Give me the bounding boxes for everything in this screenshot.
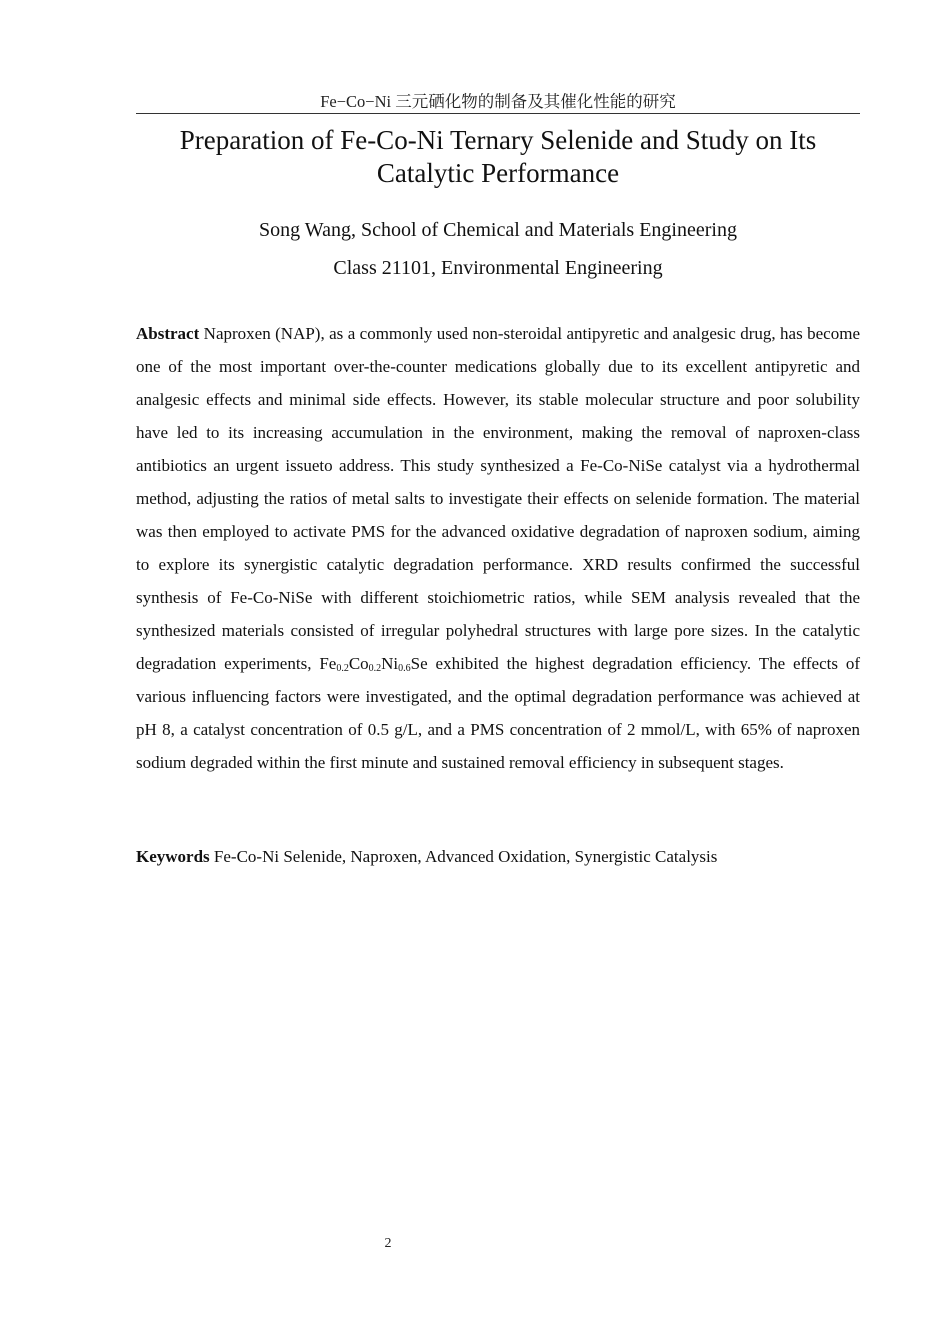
page-number: 2 bbox=[384, 1236, 392, 1251]
keywords-label: Keywords bbox=[136, 847, 210, 866]
running-header: Fe−Co−Ni 三元硒化物的制备及其催化性能的研究 bbox=[320, 92, 676, 111]
formula-co: Co bbox=[348, 654, 369, 673]
author-class: Class 21101, Environmental Engineering bbox=[333, 257, 663, 279]
header-rule bbox=[136, 113, 860, 114]
formula-ni-subscript: 0.6 bbox=[398, 663, 411, 674]
formula-fe-subscript: 0.2 bbox=[336, 663, 349, 674]
chemical-formula bbox=[319, 654, 427, 673]
author-affiliation: Song Wang, School of Chemical and Materials Engineering bbox=[259, 219, 737, 241]
formula-se: Se bbox=[410, 654, 428, 673]
paper-title: Preparation of Fe-Co-Ni Ternary Selenide and Study on Its Catalytic Performance bbox=[179, 125, 817, 188]
formula-fe: Fe bbox=[319, 654, 337, 673]
abstract-paragraph bbox=[136, 317, 860, 779]
keywords-paragraph bbox=[136, 845, 860, 869]
formula-ni: Ni bbox=[381, 654, 399, 673]
abstract-text-part2: exhibited the highest degradation efficiency. The effects of various influencing factors were investigated, and the optimal degradation performance was achieved at pH 8, a catalyst concentration of 0.5 g/L, and a PMS concentration of 2 mmol/L, with 65% of naproxen sodium degraded within the first minute and sustained removal efficiency in subsequent stages. bbox=[136, 654, 860, 772]
keywords-text: Fe-Co-Ni Selenide, Naproxen, Advanced Oxidation, Synergistic Catalysis bbox=[209, 847, 718, 866]
formula-co-subscript: 0.2 bbox=[368, 663, 382, 674]
abstract-text-part1: Naproxen (NAP), as a commonly used non-steroidal antipyretic and analgesic drug, has become one of the most important over-the-counter medications globally due to its excellent antipyretic and analgesic effects and minimal side effects. However, its stable molecular structure and poor solubility have led to its increasing accumulation in the environment, making the removal of naproxen-class antibiotics an urgent issueto address. This study synthesized a Fe-Co-NiSe catalyst via a hydrothermal method, adjusting the ratios of metal salts to investigate their effects on selenide formation. The material was then employed to activate PMS for the advanced oxidative degradation of naproxen sodium, aiming to explore its synergistic catalytic degradation performance. XRD results confirmed the successful synthesis of Fe-Co-NiSe with different stoichiometric ratios, while SEM analysis revealed that the synthesized materials consisted of irregular polyhedral structures with large pore sizes. In the catalytic degradation experiments, bbox=[136, 324, 860, 673]
abstract-label: Abstract bbox=[136, 324, 200, 343]
